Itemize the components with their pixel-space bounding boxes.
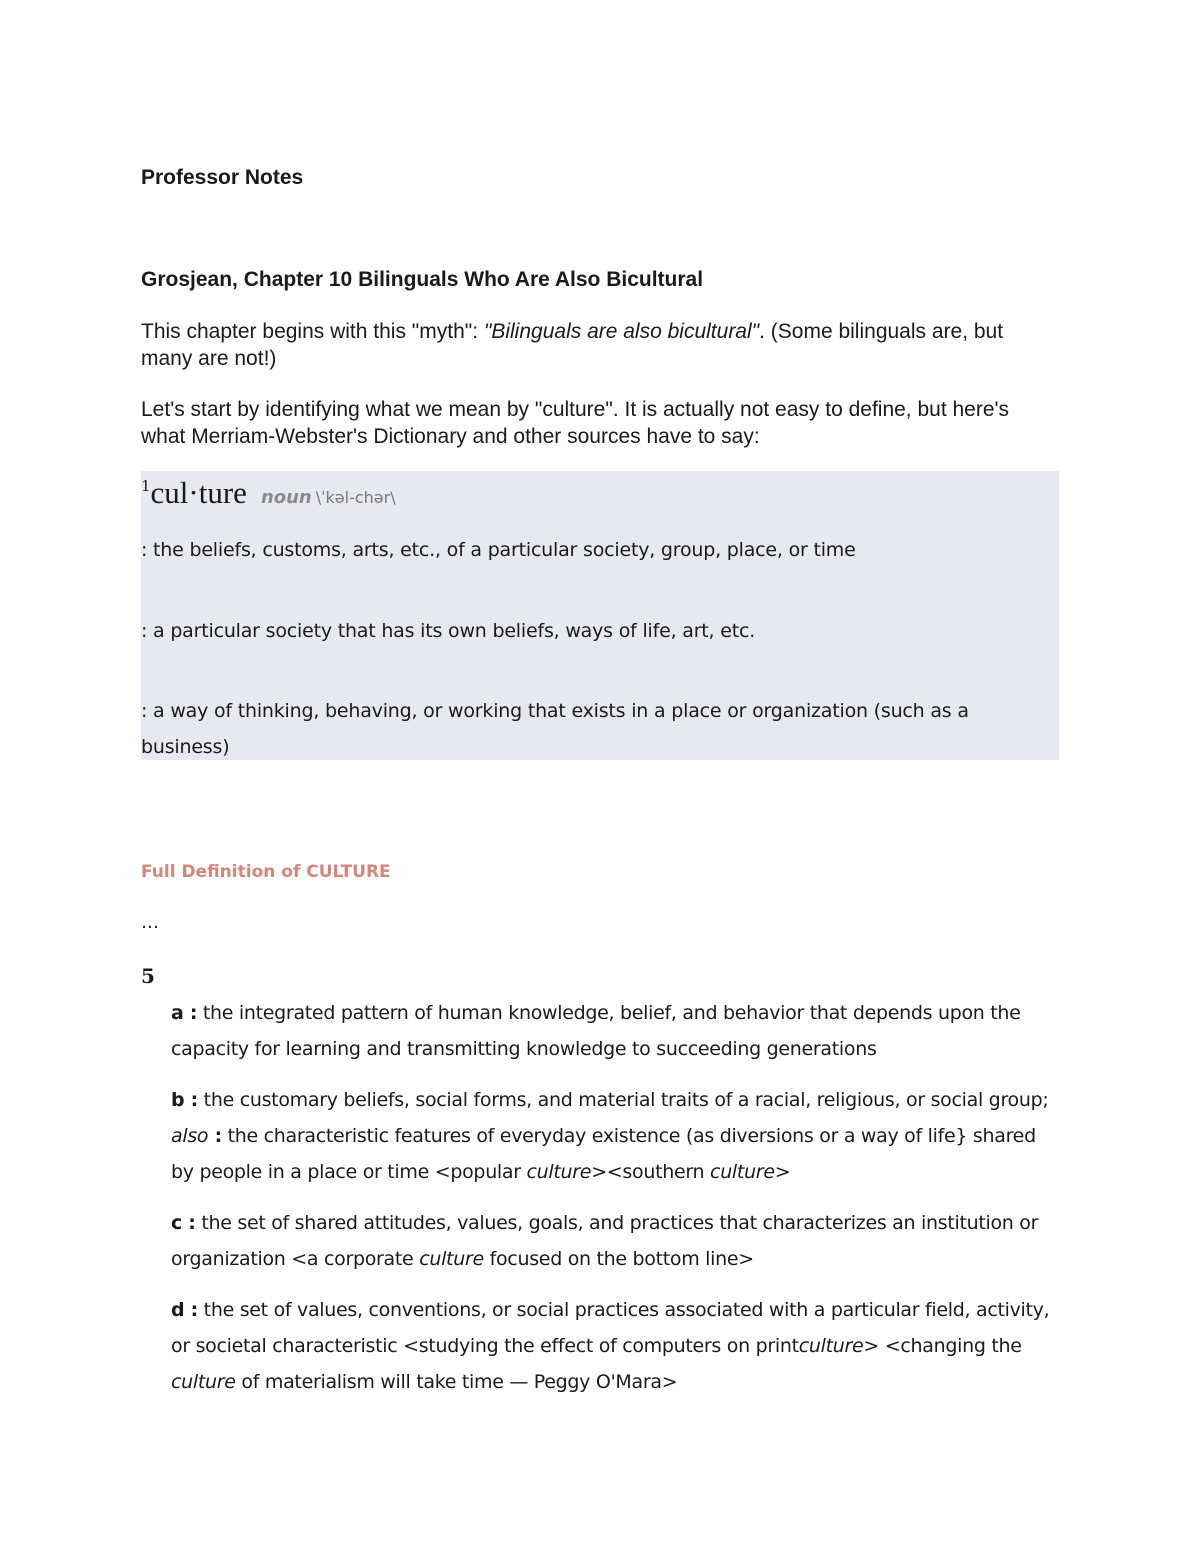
myth-quote: "Bilinguals are also bicultural" bbox=[483, 320, 760, 343]
sense-d-text-2: > <changing the bbox=[863, 1335, 1022, 1357]
intro-text-before: This chapter begins with this "myth": bbox=[141, 320, 484, 343]
sense-d-example-1: culture bbox=[798, 1335, 864, 1357]
sense-d-label: d : bbox=[171, 1299, 198, 1321]
sense-d-text-1: the set of values, conventions, or social practices associated with a particular field, activity, or societal characteristic <studying the effect of computers on print bbox=[171, 1299, 1050, 1357]
dictionary-entry-box bbox=[141, 471, 1059, 760]
page-title: Professor Notes bbox=[141, 166, 304, 189]
intro-paragraph-culture: Let's start by identifying what we mean by "culture". It is actually not easy to define, but here's what Merriam-Webster's Dictionary and other sources have to say: bbox=[141, 398, 1010, 448]
sense-d-text-3: of materialism will take time — Peggy O'Mara> bbox=[235, 1371, 678, 1393]
sense-b bbox=[171, 1082, 1061, 1190]
sense-d bbox=[171, 1292, 1061, 1400]
definition-3: : a way of thinking, behaving, or working that exists in a place or organization (such as a business) bbox=[141, 700, 969, 758]
chapter-heading: Grosjean, Chapter 10 Bilinguals Who Are Also Bicultural bbox=[141, 268, 704, 291]
sense-c-text-2: focused on the bottom line> bbox=[483, 1248, 754, 1270]
sense-c-label: c : bbox=[171, 1212, 196, 1234]
intro-paragraph-myth bbox=[141, 318, 1041, 372]
sense-c bbox=[171, 1205, 1061, 1277]
sense-a-text: the integrated pattern of human knowledge, belief, and behavior that depends upon the capacity for learning and transmitting knowledge to succeeding generations bbox=[171, 1002, 1021, 1060]
sense-a bbox=[171, 995, 1061, 1067]
sense-b-colon: : bbox=[208, 1125, 222, 1147]
part-of-speech: noun bbox=[260, 487, 312, 508]
pronunciation: \ˈkəl-chər\ bbox=[315, 488, 396, 507]
sense-b-text-4: > bbox=[774, 1161, 791, 1183]
dictionary-headword-line bbox=[141, 475, 396, 511]
definition-1: : the beliefs, customs, arts, etc., of a particular society, group, place, or time bbox=[141, 539, 856, 561]
sense-c-example: culture bbox=[419, 1248, 484, 1270]
sense-a-label: a : bbox=[171, 1002, 198, 1024]
definition-2: : a particular society that has its own beliefs, ways of life, art, etc. bbox=[141, 620, 756, 642]
sense-b-label: b : bbox=[171, 1089, 198, 1111]
homograph-number: 1 bbox=[141, 477, 151, 495]
sense-d-example-2: culture bbox=[171, 1371, 236, 1393]
sense-c-text-1: the set of shared attitudes, values, goals, and practices that characterizes an institution or organization <a corporate bbox=[171, 1212, 1039, 1270]
headword: cul·ture bbox=[150, 475, 247, 510]
sense-b-example-2: culture bbox=[710, 1161, 775, 1183]
sense-b-text-3: ><southern bbox=[591, 1161, 711, 1183]
sense-b-text-1: the customary beliefs, social forms, and material traits of a racial, religious, or social group; bbox=[203, 1089, 1049, 1111]
ellipsis: … bbox=[141, 912, 159, 933]
full-definition-heading: Full Definition of CULTURE bbox=[141, 862, 391, 882]
sense-b-also: also bbox=[171, 1125, 209, 1147]
sense-b-text-2: the characteristic features of everyday existence (as diversions or a way of life} shared by people in a place or time <popular bbox=[171, 1125, 1036, 1183]
intro-text-after: . (Some bilinguals are, but many are not!) bbox=[141, 320, 1004, 370]
sense-b-example-1: culture bbox=[526, 1161, 592, 1183]
sense-number: 5 bbox=[141, 964, 155, 988]
